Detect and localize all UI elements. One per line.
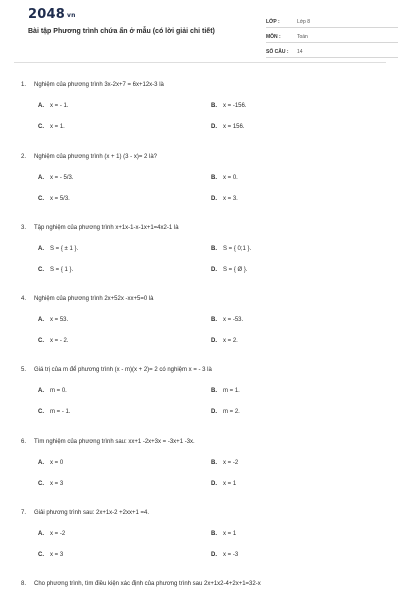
question-number: 1.: [21, 82, 27, 88]
option-letter: D.: [211, 338, 217, 344]
question-number: 4.: [21, 296, 27, 302]
option-text: x = - 2.: [50, 338, 69, 344]
option-letter: B.: [211, 317, 217, 323]
option-letter: D.: [211, 124, 217, 130]
option-text: x = -2: [50, 531, 66, 537]
option-c[interactable]: [38, 196, 70, 202]
option-b[interactable]: [211, 460, 238, 466]
question-prompt: Cho phương trình, tìm điều kiện xác định của phương trình sau 2x+1x2-4+2x+1=32-x: [34, 581, 261, 587]
option-d[interactable]: [211, 481, 236, 487]
option-text: m = 1.: [223, 388, 240, 394]
question-prompt: Nghiệm của phương trình 2x+52x -xx+5=0 là: [34, 296, 154, 302]
question-text: [21, 367, 212, 373]
header-divider: [14, 62, 386, 63]
question-text: [21, 510, 149, 516]
meta-value: Toán: [297, 34, 308, 40]
option-letter: A.: [38, 531, 44, 537]
question-prompt: Giá trị của m để phương trình (x - m)(x + 2)= 2 có nghiệm x = - 3 là: [34, 367, 212, 373]
option-a[interactable]: [38, 175, 74, 181]
option-text: m = - 1.: [50, 409, 71, 415]
option-text: x = 53.: [50, 317, 69, 323]
option-letter: C.: [38, 338, 44, 344]
option-b[interactable]: [211, 388, 240, 394]
question-number: 8.: [21, 581, 27, 587]
option-a[interactable]: [38, 388, 67, 394]
option-letter: A.: [38, 175, 44, 181]
meta-value: Lớp 8: [297, 19, 311, 25]
option-text: x = 3: [50, 552, 64, 558]
option-d[interactable]: [211, 124, 245, 130]
option-c[interactable]: [38, 267, 73, 273]
question-text: [21, 581, 261, 587]
option-letter: A.: [38, 103, 44, 109]
question-number: 7.: [21, 510, 27, 516]
question-text: [21, 439, 195, 445]
option-text: x = 2.: [223, 338, 238, 344]
question-number: 6.: [21, 439, 27, 445]
option-text: x = -3: [223, 552, 239, 558]
question-text: [21, 225, 179, 231]
option-letter: B.: [211, 388, 217, 394]
option-letter: D.: [211, 409, 217, 415]
option-text: m = 0.: [50, 388, 67, 394]
option-b[interactable]: [211, 531, 236, 537]
option-d[interactable]: [211, 552, 238, 558]
option-text: S = { 1 }.: [50, 267, 74, 273]
option-text: S = { 0;1 }.: [223, 246, 252, 252]
question-number: 2.: [21, 154, 27, 160]
option-b[interactable]: [211, 103, 247, 109]
option-a[interactable]: [38, 246, 78, 252]
question-number: 5.: [21, 367, 27, 373]
worksheet-meta: [266, 13, 398, 58]
logo-text: 2048: [28, 7, 65, 22]
question-text: [21, 82, 164, 88]
option-text: m = 2.: [223, 409, 240, 415]
option-letter: B.: [211, 460, 217, 466]
option-letter: B.: [211, 531, 217, 537]
question-prompt: Tập nghiệm của phương trình x+1x-1-x-1x+1=4x2-1 là: [34, 225, 179, 231]
option-c[interactable]: [38, 409, 71, 415]
question-number: 3.: [21, 225, 27, 231]
question-prompt: Tìm nghiệm của phương trình sau: xx+1 -2x+3x = -3x+1 -3x.: [34, 439, 195, 445]
meta-value: 14: [297, 49, 303, 55]
option-text: x = 1: [223, 531, 237, 537]
option-letter: D.: [211, 267, 217, 273]
option-text: x = 3: [50, 481, 64, 487]
option-text: x = - 5/3.: [50, 175, 74, 181]
option-b[interactable]: [211, 175, 238, 181]
meta-row-class: [266, 13, 398, 28]
option-b[interactable]: [211, 246, 251, 252]
option-letter: C.: [38, 552, 44, 558]
option-letter: C.: [38, 409, 44, 415]
option-text: x = 156.: [223, 124, 245, 130]
meta-label: SỐ CÂU :: [266, 49, 289, 55]
option-letter: B.: [211, 175, 217, 181]
option-d[interactable]: [211, 409, 240, 415]
option-text: x = -156.: [223, 103, 247, 109]
option-text: x = 0: [50, 460, 64, 466]
option-d[interactable]: [211, 338, 238, 344]
option-text: S = { ± 1 }.: [50, 246, 79, 252]
option-letter: D.: [211, 552, 217, 558]
question-prompt: Giải phương trình sau: 2x+1x-2 +2xx+1 =4.: [34, 510, 150, 516]
option-text: x = -2: [223, 460, 239, 466]
worksheet-header: [14, 0, 386, 62]
option-c[interactable]: [38, 124, 65, 130]
option-b[interactable]: [211, 317, 243, 323]
question-text: [21, 296, 154, 302]
logo-suffix: vn: [66, 12, 76, 19]
option-text: x = 0.: [223, 175, 238, 181]
question-prompt: Nghiệm của phương trình 3x-2x+7 = 6x+12x-3 là: [34, 82, 164, 88]
option-text: x = 5/3.: [50, 196, 70, 202]
option-letter: A.: [38, 460, 44, 466]
option-letter: C.: [38, 124, 44, 130]
option-text: x = 1: [223, 481, 237, 487]
option-text: x = -53.: [223, 317, 244, 323]
question-text: [21, 154, 157, 160]
option-letter: A.: [38, 246, 44, 252]
option-text: x = 1.: [50, 124, 65, 130]
option-text: x = - 1.: [50, 103, 69, 109]
option-letter: D.: [211, 196, 217, 202]
option-letter: D.: [211, 481, 217, 487]
option-letter: C.: [38, 267, 44, 273]
option-c[interactable]: [38, 481, 63, 487]
meta-label: LỚP :: [266, 19, 280, 25]
option-d[interactable]: [211, 267, 248, 273]
option-letter: A.: [38, 317, 44, 323]
option-letter: C.: [38, 481, 44, 487]
site-logo[interactable]: [28, 7, 76, 22]
option-text: x = 3.: [223, 196, 238, 202]
option-c[interactable]: [38, 338, 69, 344]
option-letter: B.: [211, 246, 217, 252]
option-a[interactable]: [38, 103, 69, 109]
worksheet-title: Bài tập Phương trình chứa ẩn ở mẫu (có lời giải chi tiết): [28, 28, 215, 35]
meta-label: MÔN :: [266, 34, 281, 40]
meta-row-question-count: [266, 43, 398, 58]
option-a[interactable]: [38, 317, 68, 323]
option-d[interactable]: [211, 196, 238, 202]
question-prompt: Nghiệm của phương trình (x + 1) (3 - x)= 2 là?: [34, 154, 158, 160]
option-letter: B.: [211, 103, 217, 109]
option-letter: C.: [38, 196, 44, 202]
option-c[interactable]: [38, 552, 63, 558]
meta-row-subject: [266, 28, 398, 43]
option-letter: A.: [38, 388, 44, 394]
option-text: S = { Ø }.: [223, 267, 248, 273]
option-a[interactable]: [38, 460, 63, 466]
option-a[interactable]: [38, 531, 65, 537]
